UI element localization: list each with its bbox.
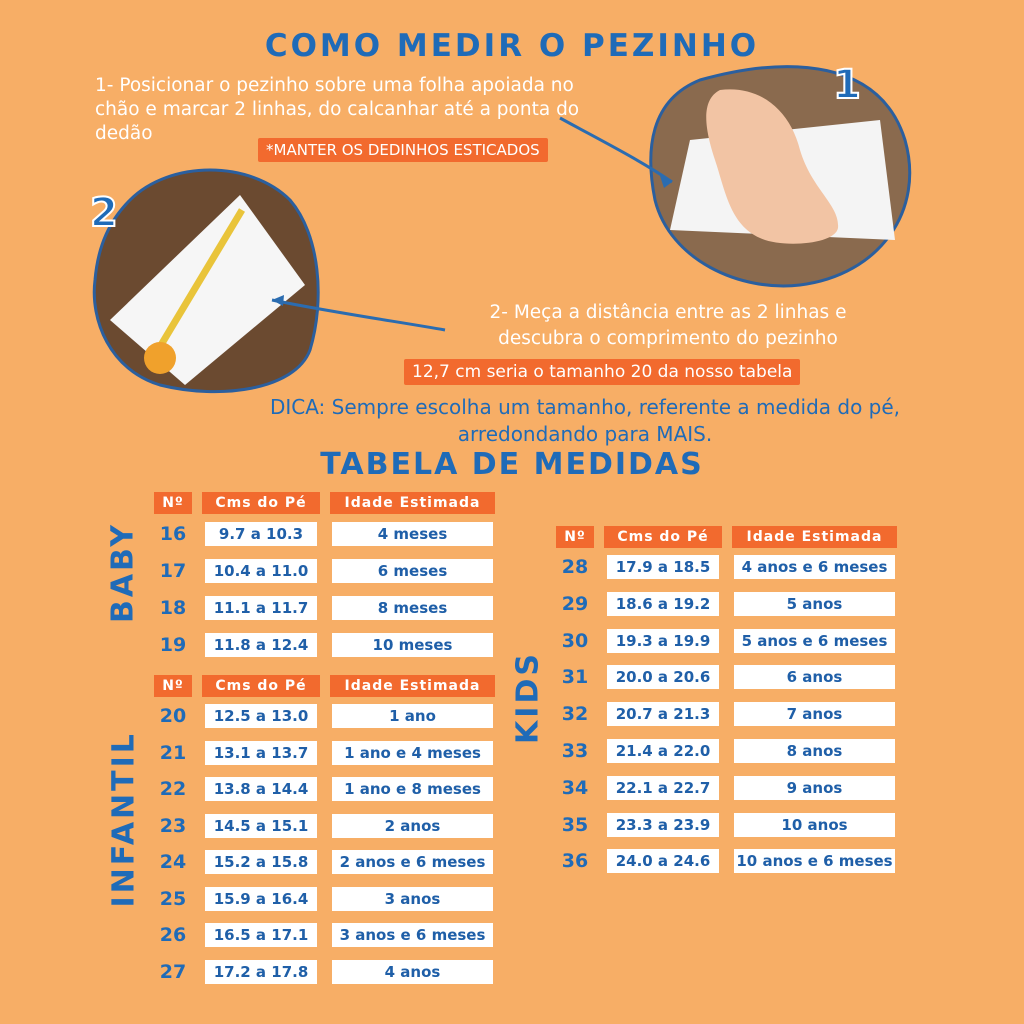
kids-age-29: 5 anos bbox=[734, 592, 895, 616]
step-1-number: 1 bbox=[833, 62, 861, 108]
page-title: COMO MEDIR O PEZINHO bbox=[264, 28, 760, 64]
step-1-text: 1- Posicionar o pezinho sobre uma folha apoiada no chão e marcar 2 linhas, do calcanhar até a ponta do dedão bbox=[95, 75, 580, 144]
baby-label: BABY bbox=[105, 521, 141, 624]
infantil-size-25: 25 bbox=[159, 887, 187, 910]
header-num: Nº bbox=[556, 526, 594, 548]
step-2-number: 2 bbox=[90, 190, 118, 236]
header-num: Nº bbox=[154, 492, 192, 514]
infantil-cm-25: 15.9 a 16.4 bbox=[205, 887, 317, 911]
header-cm: Cms do Pé bbox=[202, 492, 320, 514]
infantil-age-20: 1 ano bbox=[332, 704, 493, 728]
infantil-age-24: 2 anos e 6 meses bbox=[332, 850, 493, 874]
kids-size-36: 36 bbox=[561, 850, 589, 873]
kids-age-36: 10 anos e 6 meses bbox=[734, 849, 895, 873]
infantil-size-26: 26 bbox=[159, 924, 187, 946]
kids-cm-35: 23.3 a 23.9 bbox=[607, 813, 719, 837]
header-cm: Cms do Pé bbox=[604, 526, 722, 548]
infantil-size-24: 24 bbox=[159, 851, 187, 873]
infantil-cm-27: 17.2 a 17.8 bbox=[205, 960, 317, 984]
infantil-age-26: 3 anos e 6 meses bbox=[332, 923, 493, 947]
kids-size-30: 30 bbox=[561, 629, 589, 652]
kids-cm-34: 22.1 a 22.7 bbox=[607, 776, 719, 800]
infantil-cm-24: 15.2 a 15.8 bbox=[205, 850, 317, 874]
kids-cm-32: 20.7 a 21.3 bbox=[607, 702, 719, 726]
kids-cm-33: 21.4 a 22.0 bbox=[607, 739, 719, 763]
kids-size-29: 29 bbox=[561, 592, 589, 615]
tape-measure-photo bbox=[94, 170, 318, 392]
header-age: Idade Estimada bbox=[732, 526, 897, 548]
kids-age-33: 8 anos bbox=[734, 739, 895, 763]
kids-age-28: 4 anos e 6 meses bbox=[734, 555, 895, 579]
kids-size-33: 33 bbox=[561, 740, 589, 762]
baby-size-17: 17 bbox=[159, 560, 187, 582]
infantil-cm-22: 13.8 a 14.4 bbox=[205, 777, 317, 801]
kids-size-35: 35 bbox=[561, 813, 589, 836]
infantil-age-21: 1 ano e 4 meses bbox=[332, 741, 493, 765]
baby-age-19: 10 meses bbox=[332, 633, 493, 657]
infantil-age-23: 2 anos bbox=[332, 814, 493, 838]
infantil-size-21: 21 bbox=[159, 741, 187, 764]
kids-size-31: 31 bbox=[561, 666, 589, 689]
infantil-age-22: 1 ano e 8 meses bbox=[332, 777, 493, 801]
baby-age-16: 4 meses bbox=[332, 522, 493, 546]
kids-age-35: 10 anos bbox=[734, 813, 895, 837]
baby-age-18: 8 meses bbox=[332, 596, 493, 620]
infantil-size-27: 27 bbox=[159, 960, 187, 983]
baby-age-17: 6 meses bbox=[332, 559, 493, 583]
foot-on-paper-photo bbox=[651, 67, 910, 286]
kids-cm-31: 20.0 a 20.6 bbox=[607, 665, 719, 689]
header-age: Idade Estimada bbox=[330, 675, 495, 697]
kids-age-31: 6 anos bbox=[734, 665, 895, 689]
baby-cm-16: 9.7 a 10.3 bbox=[205, 522, 317, 546]
baby-size-19: 19 bbox=[159, 634, 187, 656]
baby-cm-19: 11.8 a 12.4 bbox=[205, 633, 317, 657]
step-2-badge: 12,7 cm seria o tamanho 20 da nosso tabela bbox=[404, 359, 800, 385]
kids-age-30: 5 anos e 6 meses bbox=[734, 629, 895, 653]
infantil-cm-21: 13.1 a 13.7 bbox=[205, 741, 317, 765]
kids-cm-30: 19.3 a 19.9 bbox=[607, 629, 719, 653]
header-age: Idade Estimada bbox=[330, 492, 495, 514]
kids-size-32: 32 bbox=[561, 703, 589, 726]
baby-cm-17: 10.4 a 11.0 bbox=[205, 559, 317, 583]
kids-cm-28: 17.9 a 18.5 bbox=[607, 555, 719, 579]
header-cm: Cms do Pé bbox=[202, 675, 320, 697]
kids-label: KIDS bbox=[510, 651, 546, 744]
infantil-size-20: 20 bbox=[159, 705, 187, 727]
infantil-cm-23: 14.5 a 15.1 bbox=[205, 814, 317, 838]
infantil-label: INFANTIL bbox=[106, 731, 142, 908]
baby-size-16: 16 bbox=[159, 523, 187, 545]
kids-age-34: 9 anos bbox=[734, 776, 895, 800]
kids-cm-36: 24.0 a 24.6 bbox=[607, 849, 719, 873]
kids-age-32: 7 anos bbox=[734, 702, 895, 726]
header-num: Nº bbox=[154, 675, 192, 697]
infantil-age-27: 4 anos bbox=[332, 960, 493, 984]
kids-cm-29: 18.6 a 19.2 bbox=[607, 592, 719, 616]
infantil-size-22: 22 bbox=[159, 778, 187, 800]
infantil-age-25: 3 anos bbox=[332, 887, 493, 911]
baby-cm-18: 11.1 a 11.7 bbox=[205, 596, 317, 620]
kids-size-28: 28 bbox=[561, 556, 589, 578]
kids-size-34: 34 bbox=[561, 776, 589, 799]
step-2-text: 2- Meça a distância entre as 2 linhas e descubra o comprimento do pezinho bbox=[489, 302, 847, 349]
infantil-cm-20: 12.5 a 13.0 bbox=[205, 704, 317, 728]
table-title: TABELA DE MEDIDAS bbox=[320, 447, 704, 482]
baby-size-18: 18 bbox=[159, 597, 187, 619]
tip-text: DICA: Sempre escolha um tamanho, referente a medida do pé, arredondando para MAIS. bbox=[269, 395, 901, 446]
step-1-instructions bbox=[95, 74, 595, 146]
infantil-size-23: 23 bbox=[159, 814, 187, 837]
step-1-badge: *MANTER OS DEDINHOS ESTICADOS bbox=[258, 138, 548, 162]
infantil-cm-26: 16.5 a 17.1 bbox=[205, 923, 317, 947]
